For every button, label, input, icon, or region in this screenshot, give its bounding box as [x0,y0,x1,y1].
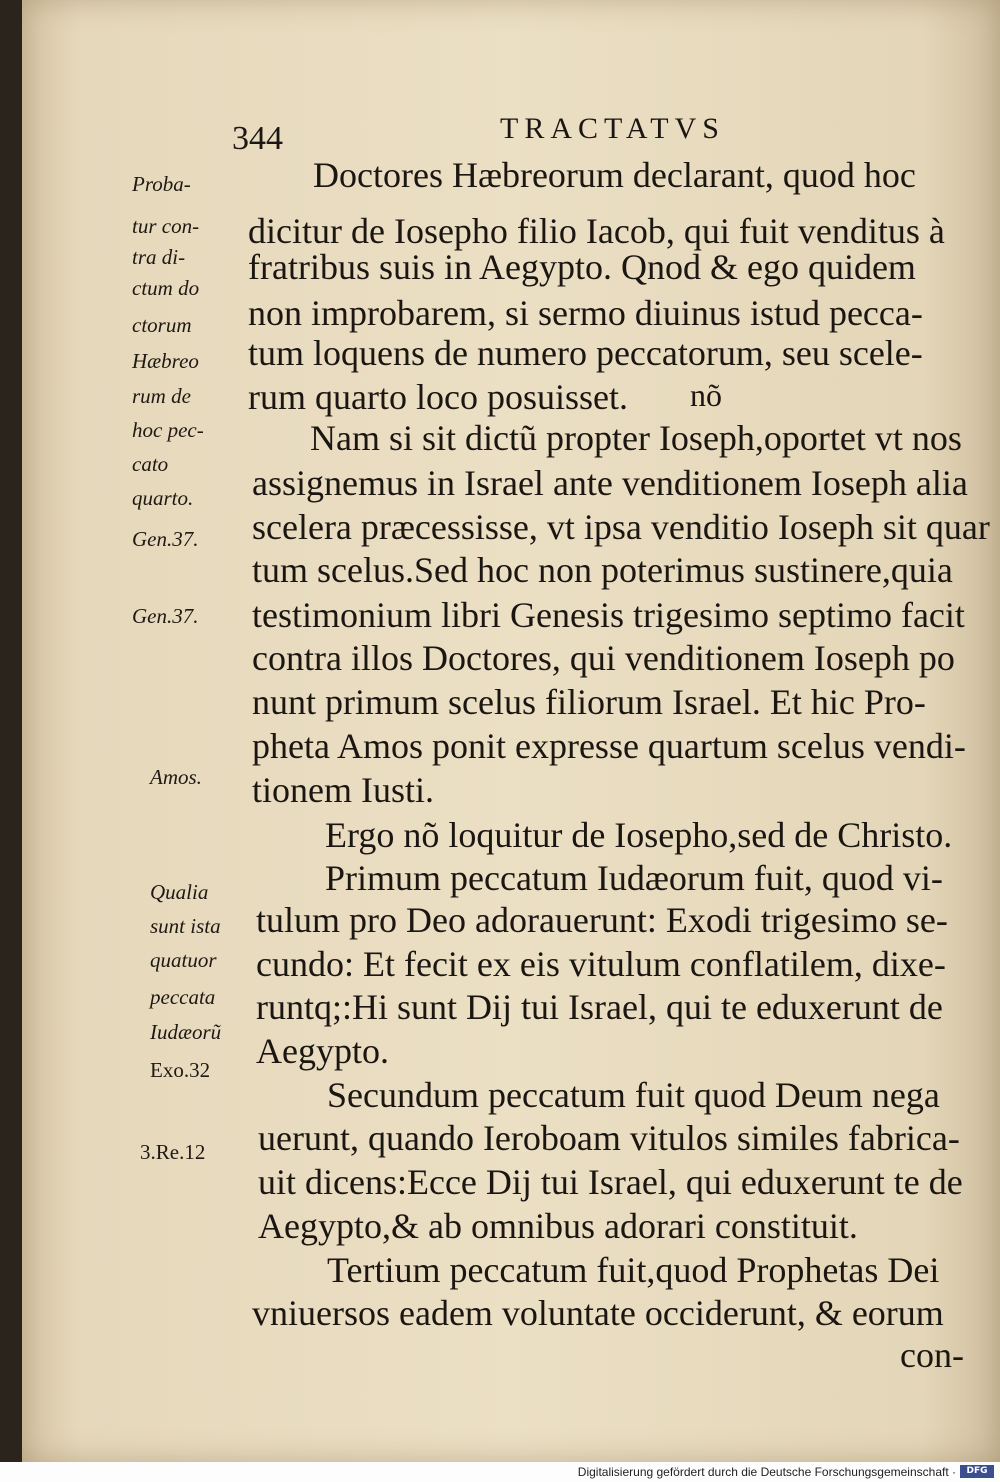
body-line: pheta Amos ponit expresse quartum scelus vendi- [252,726,966,766]
margin-note: hoc pec- [132,418,204,442]
footer-bar [0,1462,1000,1482]
margin-note: Proba- [132,172,191,196]
footer-credit: Digitalisierung gefördert durch die Deutsche Forschungsgemeinschaft · [577,1465,956,1479]
margin-note: quatuor [150,948,217,972]
margin-note: Gen.37. [132,527,199,551]
body-line: scelera præcessisse, vt ipsa venditio Ioseph sit quar [252,507,990,547]
body-line: Ergo nõ loquitur de Iosepho,sed de Christo. [325,815,953,855]
dfg-logo: DFG [960,1465,994,1478]
body-line: tum loquens de numero peccatorum, seu scele- [248,333,923,373]
margin-note: sunt ista [150,914,221,938]
body-line: tum scelus.Sed hoc non poterimus sustinere,quia [252,550,953,590]
body-line: tulum pro Deo adorauerunt: Exodi trigesimo se- [256,900,948,940]
margin-note: Gen.37. [132,604,199,628]
page-number: 344 [232,120,283,157]
margin-note: Exo.32 [150,1058,211,1082]
body-line: nunt primum scelus filiorum Israel. Et hic Pro- [252,682,926,722]
body-line: dicitur de Iosepho filio Iacob, qui fuit venditus à [248,211,945,251]
margin-note: Amos. [150,765,202,789]
margin-note: peccata [150,985,216,1009]
body-line: Doctores Hæbreorum declarant, quod hoc [313,155,916,195]
body-line: fratribus suis in Aegypto. Qnod & ego quidem [248,247,916,287]
margin-note: Iudæorũ [150,1020,222,1044]
body-line: testimonium libri Genesis trigesimo septimo facit [252,595,965,635]
margin-note: rum de [132,384,191,408]
body-line: Secundum peccatum fuit quod Deum nega [327,1075,940,1115]
margin-note: Qualia [150,880,209,904]
margin-note: tur con- [132,214,200,238]
body-line: Nam si sit dictũ propter Ioseph,oportet vt nos [310,418,962,458]
interlinear-note: nõ [690,377,722,413]
body-line: runtq;:Hi sunt Dij tui Israel, qui te eduxerunt de [256,987,943,1027]
margin-note: ctorum [132,313,192,337]
body-line: assignemus in Israel ante venditionem Ioseph alia [252,463,968,503]
running-head: TRACTATVS [500,112,725,145]
body-line: uit dicens:Ecce Dij tui Israel, qui eduxerunt te de [258,1162,963,1202]
body-line: uerunt, quando Ieroboam vitulos similes fabrica- [258,1118,960,1158]
body-line: Primum peccatum Iudæorum fuit, quod vi- [325,858,943,898]
margin-note: Hæbreo [132,349,199,373]
margin-note: quarto. [132,486,194,510]
body-line: rum quarto loco posuisset. [248,377,628,417]
margin-note: tra di- [132,245,186,269]
margin-note: 3.Re.12 [140,1140,206,1164]
body-line: contra illos Doctores, qui venditionem Ioseph po [252,638,955,678]
margin-note: ctum do [132,276,200,300]
body-line: Tertium peccatum fuit,quod Prophetas Dei [327,1250,940,1290]
margin-note: cato [132,452,169,476]
body-line: Aegypto. [256,1031,389,1071]
body-line: tionem Iusti. [252,770,434,810]
body-line: non improbarem, si sermo diuinus istud pecca- [248,293,923,333]
body-line: cundo: Et fecit ex eis vitulum conflatilem, dixe- [256,944,946,984]
catchword: con- [900,1335,964,1375]
body-line: vniuersos eadem voluntate occiderunt, & eorum [252,1293,944,1333]
body-line: Aegypto,& ab omnibus adorari constituit. [258,1206,858,1246]
